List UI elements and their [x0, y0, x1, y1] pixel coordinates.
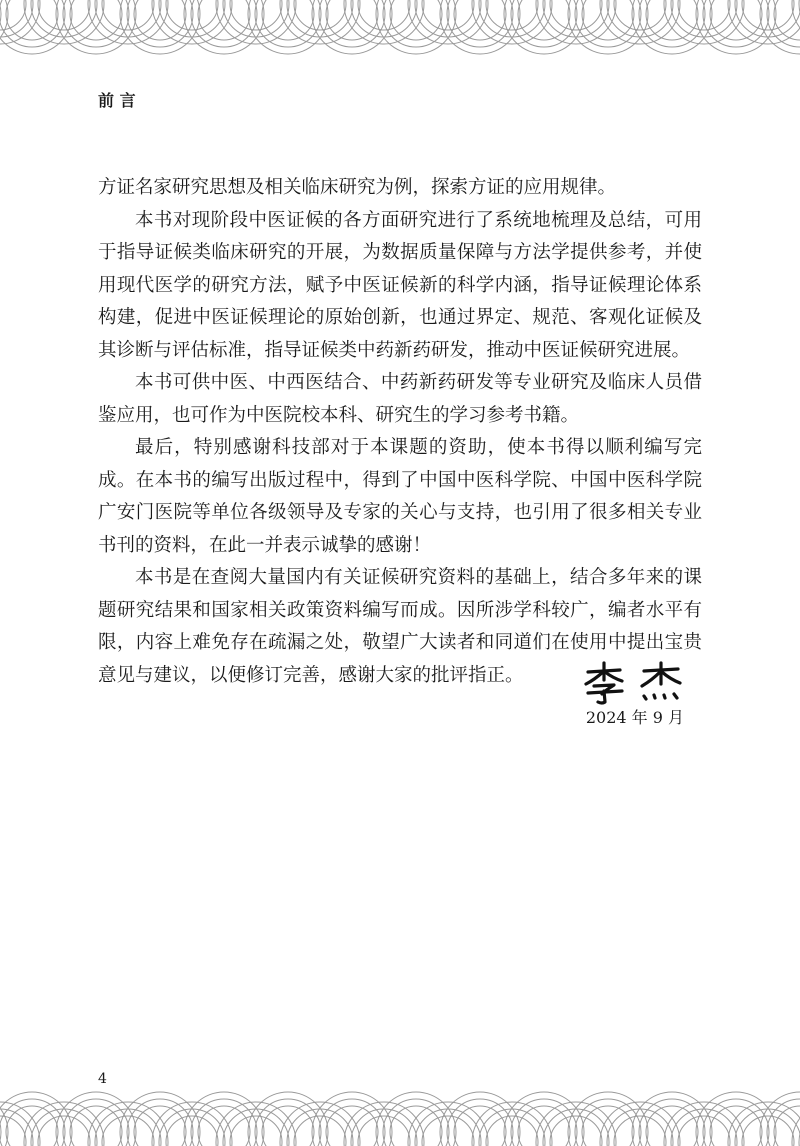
paragraph-research-summary: 本书对现阶段中医证候的各方面研究进行了系统地梳理及总结，可用于指导证候类临床研究的开展，为数据质量保障与方法学提供参考，并使用现代医学的研究方法，赋予中医证候新的科学内涵，指导证候理论体系构建，促进中医证候理论的原始创新，也通过界定、规范、客观化证候及其诊断与评估标准，指导证候类中药新药研发，推动中医证候研究进展。 — [98, 209, 702, 361]
signature-date: 2024 年 9 月 — [585, 708, 684, 727]
page-number: 4 — [98, 1071, 107, 1087]
handwritten-signature — [580, 660, 700, 706]
wave-pattern-top — [0, 0, 800, 62]
preface-body — [98, 172, 702, 692]
bottom-ornament-border — [0, 1084, 800, 1146]
wave-pattern-bottom — [0, 1084, 800, 1146]
paragraph-acknowledgements: 最后，特别感谢科技部对于本课题的资助，使本书得以顺利编写完成。在本书的编写出版过程中，得到了中国中医科学院、中国中医科学院广安门医院等单位各级领导及专家的关心与支持，也引用了很多相关专业书刊的资料，在此一并表示诚挚的感谢！ — [98, 437, 702, 556]
signature-image — [580, 660, 700, 706]
paragraph-audience: 本书可供中医、中西医结合、中药新药研发等专业研究及临床人员借鉴应用，也可作为中医院校本科、研究生的学习参考书籍。 — [98, 372, 702, 426]
running-head-title: 前 言 — [98, 91, 136, 110]
paragraph-continuation: 方证名家研究思想及相关临床研究为例，探索方证的应用规律。 — [98, 177, 617, 198]
top-ornament-border — [0, 0, 800, 62]
paragraph-closing: 本书是在查阅大量国内有关证候研究资料的基础上，结合多年来的课题研究结果和国家相关政策资料编写而成。因所涉学科较广，编者水平有限，内容上难免存在疏漏之处，敬望广大读者和同道们在使用中提出宝贵意见与建议，以便修订完善，感谢大家的批评指正。 — [98, 567, 702, 686]
